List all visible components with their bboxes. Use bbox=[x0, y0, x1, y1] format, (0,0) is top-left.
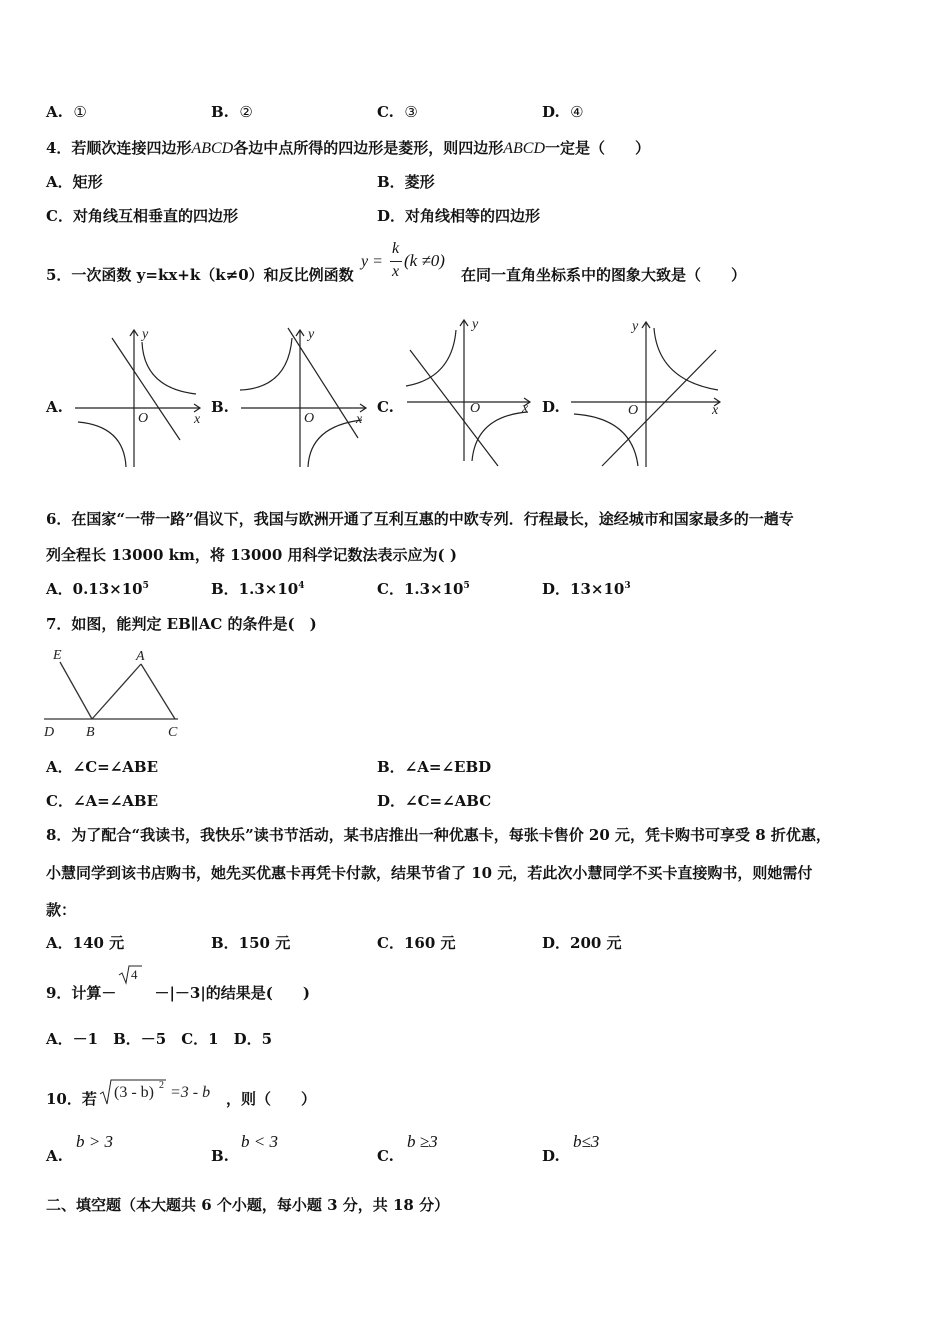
q8-option-d: D．200 元 bbox=[542, 934, 622, 952]
point-c-label: C bbox=[168, 725, 178, 740]
hyperbola-branch bbox=[472, 412, 528, 461]
q10-exponent: 2 bbox=[159, 1080, 164, 1091]
hyperbola-branch bbox=[78, 422, 126, 467]
hyperbola-branch bbox=[574, 414, 638, 466]
q7-option-b: B．∠A=∠EBD bbox=[377, 758, 492, 776]
q10-stem-suffix: ，则（ ） bbox=[226, 1090, 317, 1108]
q9-options: A．－1 B．－5 C．1 D．5 bbox=[46, 1030, 273, 1048]
q10-option-c-expr: b ≥3 bbox=[407, 1132, 438, 1151]
q5-label-c: C. bbox=[377, 398, 394, 416]
q7-option-d: D．∠C=∠ABC bbox=[377, 792, 492, 810]
q10-option-a-expr: b > 3 bbox=[76, 1132, 113, 1151]
q10-option-d-letter: D. bbox=[542, 1147, 560, 1165]
point-a-label: A bbox=[136, 649, 145, 664]
q4-stem: 4．若顺次连接四边形ABCD各边中点所得的四边形是菱形，则四边形ABCD一定是（ ） bbox=[46, 139, 651, 157]
hyperbola-branch bbox=[308, 420, 362, 467]
q10-rhs: =3 - b bbox=[170, 1084, 211, 1101]
origin-label: O bbox=[470, 401, 481, 416]
q10-stem-prefix: 10．若 bbox=[46, 1090, 97, 1108]
axis-y-label: y bbox=[632, 319, 639, 334]
q4-option-a: A．矩形 bbox=[46, 173, 103, 191]
axis-y-label: y bbox=[472, 317, 479, 332]
line-graph bbox=[288, 328, 358, 438]
origin-label: O bbox=[628, 403, 639, 418]
q4-option-b: B．菱形 bbox=[377, 173, 435, 191]
q6-option-a: A．$0.13\times 10^5$ bbox=[46, 580, 149, 598]
point-b-label: B bbox=[86, 725, 95, 740]
origin-label: O bbox=[138, 411, 149, 426]
segment-eb bbox=[60, 662, 92, 719]
hyperbola-branch bbox=[142, 342, 196, 394]
axis-x-label: x bbox=[712, 403, 719, 418]
q10-formula bbox=[98, 1074, 218, 1108]
q10-option-a-letter: A. bbox=[46, 1147, 63, 1165]
q7-option-a: A．∠C=∠ABE bbox=[46, 758, 159, 776]
q6-option-b: B．$1.3\times 10^4$ bbox=[211, 580, 305, 598]
q3-option-a: A. ① bbox=[46, 103, 87, 121]
q3-option-b: B. ② bbox=[211, 103, 253, 121]
q8-stem-line3: 款： bbox=[46, 901, 77, 919]
section2-title: 二、填空题（本大题共 6 个小题，每小题 3 分，共 18 分） bbox=[46, 1196, 450, 1214]
q8-stem-line1: 8．为了配合“我读书，我快乐”读书节活动，某书店推出一种优惠卡，每张卡售价 20 元，凭卡购书可享受 8 折优惠， bbox=[46, 826, 831, 844]
q10-option-c-letter: C. bbox=[377, 1147, 394, 1165]
line-graph bbox=[602, 350, 716, 466]
axis-x-label: x bbox=[356, 412, 363, 427]
origin-label: O bbox=[304, 411, 315, 426]
hyperbola-branch bbox=[240, 338, 292, 390]
segment-ac bbox=[141, 664, 175, 719]
q3-option-c: C. ③ bbox=[377, 103, 418, 121]
axis-y-label: y bbox=[308, 327, 315, 342]
line-graph bbox=[410, 350, 498, 466]
q5-stem-suffix: 在同一直角坐标系中的图象大致是（ ） bbox=[461, 266, 747, 284]
q6-stem-line2: 列全程长 13000 km，将 13000 用科学记数法表示应为( ) bbox=[46, 546, 457, 564]
q3-option-d: D. ④ bbox=[542, 103, 584, 121]
q10-option-b-letter: B. bbox=[211, 1147, 229, 1165]
graph-d bbox=[568, 318, 728, 470]
q6-option-c: C．$1.3\times 10^5$ bbox=[377, 580, 470, 598]
q10-option-b-expr: b < 3 bbox=[241, 1132, 278, 1151]
graph-a bbox=[70, 322, 210, 472]
q9-sqrt-sign bbox=[118, 964, 144, 986]
q4-option-c: C．对角线互相垂直的四边形 bbox=[46, 207, 238, 225]
q7-figure bbox=[44, 646, 194, 742]
q5-label-a: A. bbox=[46, 398, 63, 416]
q8-stem-line2: 小慧同学到该书店购书，她先买优惠卡再凭卡付款，结果节省了 10 元，若此次小慧同学不买卡直接购书，则她需付 bbox=[46, 864, 813, 882]
graph-b bbox=[236, 322, 376, 472]
q8-option-b: B．150 元 bbox=[211, 934, 291, 952]
point-e-label: E bbox=[53, 648, 62, 663]
q5-stem-prefix: 5．一次函数 y=kx+k（k≠0）和反比例函数 bbox=[46, 266, 354, 284]
q10-radicand: (3 - b) bbox=[114, 1084, 154, 1101]
q9-stem: 9．计算－ －|－3|的结果是( ) bbox=[46, 984, 310, 1002]
axis-x-label: x bbox=[522, 401, 529, 416]
q7-stem: 7．如图，能判定 EB∥AC 的条件是( ) bbox=[46, 615, 317, 633]
q4-option-d: D．对角线相等的四边形 bbox=[377, 207, 541, 225]
q5-label-d: D. bbox=[542, 398, 560, 416]
axis-x-label: x bbox=[194, 412, 201, 427]
q6-stem-line1: 6．在国家“一带一路”倡议下，我国与欧洲开通了互利互惠的中欧专列．行程最长，途经城市和国家最多的一趟专 bbox=[46, 510, 794, 528]
q9-radicand: 4 bbox=[131, 967, 138, 982]
q8-option-a: A．140 元 bbox=[46, 934, 125, 952]
graph-c bbox=[402, 316, 542, 466]
q7-option-c: C．∠A=∠ABE bbox=[46, 792, 159, 810]
q10-option-d-expr: b≤3 bbox=[573, 1132, 600, 1151]
point-d-label: D bbox=[44, 725, 55, 740]
q6-option-d: D．$13\times 10^3$ bbox=[542, 580, 631, 598]
q8-option-c: C．160 元 bbox=[377, 934, 456, 952]
segment-ba bbox=[92, 664, 141, 719]
q5-label-b: B. bbox=[211, 398, 229, 416]
axis-y-label: y bbox=[142, 327, 149, 342]
